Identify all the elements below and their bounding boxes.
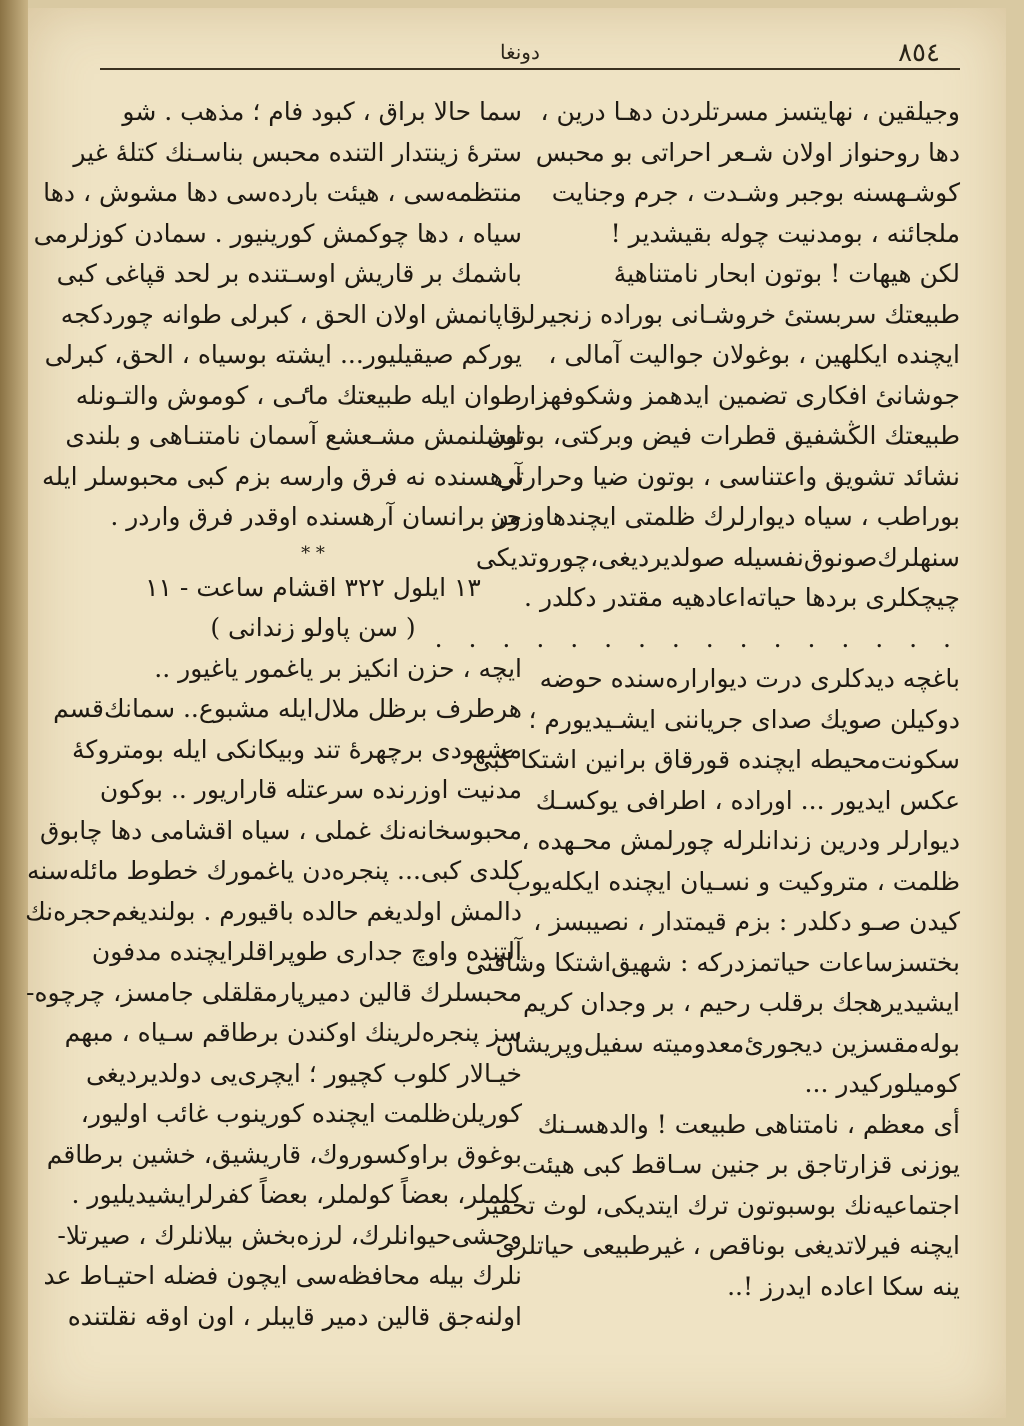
text-line: وحشی‌حیوانلرك، لرزه‌بخش بیلانلرك ، صیرتلا- [57,1220,522,1250]
text-line: مدنیت اوزرنده سرعتله قاراریور .. بوکون [99,775,522,804]
text-line: سیاه ، دها چوکمش کورینیور . سمادن کوزلرمی [33,218,522,248]
right-text-column [434,92,960,1307]
text-line: مشهودی برچهرهٔ تند وبیکانکی ایله بومتروکهٔ [72,734,522,764]
text-line: طبیعتك سربستیٔ خروشـانی بوراده زنجیرلر [514,299,960,329]
page-edge-shadow [0,0,28,1426]
text-line: خیـالار کلوب کچیور ؛ ایچری‌یی دولدیردیغی [85,1058,522,1088]
section-asterisks: * * [301,542,325,564]
page-header [90,36,970,76]
text-line: طبیعتك الڭشفیق قطرات فیض وبرکتی، بوتون [486,421,960,450]
paragraph [25,649,522,1338]
text-line: کلدی کبی... پنجره‌دن یاغمورك خطوط مائله‌سنه [27,856,522,885]
paragraph [478,1105,960,1308]
text-line: کوریلن‌ظلمت ایچنده کورینوب غائب اولیور، [80,1099,522,1128]
text-line: هرطرف برظل ملال‌ایله مشبوع.. سمانك‌قسم [53,694,522,723]
text-line: ظلمت ، متروکیت و نسـیان ایچنده ایکله‌یوب [507,866,960,896]
text-line: یوزنی قزارتاجق بر جنین سـاقط کبی هیئت [521,1150,960,1179]
text-line: سنهلرك‌صونوق‌نفسیله صولدیردیغی،چوروتدیکی [475,542,960,572]
text-line: منتظمه‌سی ، هیئت بارده‌سی دها مشوش ، دها [43,178,522,207]
text-line: حر برانسان آرهسنده اوقدر فرق واردر . [110,502,522,531]
text-line: باغچه دیدکلری درت دیواراره‌سنده حوضه [539,664,960,693]
text-line: جوشانیٔ افکاری تضمین ایدهمز وشکوفهزار [517,380,960,410]
page-number: ٨٥٤ [898,38,940,68]
text-line: اجتماعیه‌نك بوسبوتون ترك ایتدیکی، لوث تحقیر [478,1190,960,1220]
text-line: ایچه ، حزن انکیز بر یاغمور یاغیور .. [154,653,522,683]
paragraph [465,659,960,1105]
paragraph [434,619,960,660]
text-line: بوغوق براوکسوروك، قاریشیق، خشین برطاقم [46,1139,522,1169]
text-line: ایچنده ایکلهین ، بوغولان جوالیت آمالی ، [548,340,960,369]
text-line: بوراطب ، سیاه دیوارلرك ظلمتی ایچندهاوزون [490,502,960,531]
text-line: اولنه‌جق قالین دمیر قایبلر ، اون اوقه نقلتنده [67,1301,522,1331]
paragraph [535,92,960,254]
paragraph [475,254,960,619]
entry-date-line: ١٣ ایلول ٣٢٢ اقشام ساعت - ١١ [145,572,481,602]
text-line: سما حالا براق ، کبود فام ؛ مذهب . شو [122,97,522,126]
text-line: وجیلقین ، نهایتسز مسرتلردن دهـا درین ، [540,97,960,126]
text-line: طوان ایله طبیعتك ماٸی ، کوموش والتـونله [75,380,522,410]
text-line: دها روحنواز اولان شـعر احراتی بو محبس [535,137,960,167]
text-line: کومیلورکیدر ... [804,1069,960,1098]
header-rule [100,68,960,70]
text-line: نشائد تشویق واعتناسی ، بوتون ضیا وحرارتی [496,461,960,491]
text-line: دوکیلن صویك صدای جریاننی ایشـیدیورم ؛ [528,704,960,734]
text-line: دیوارلر ودرین زندانلرله چورلمش محـهده ، [521,826,960,855]
text-line: قاپانمش اولان الحق ، کبرلی طوانه چوردکجه [60,299,522,329]
text-line: بوله‌مقسزین دیجوری‌ٔمعدومیته سفیل‌وپریشان [495,1028,960,1058]
entry-subtitle: ( سن پاولو زندانی ) [210,613,416,642]
text-line: محبسلرك قالین دمیرپارمقلقلی جامسز، چرچوه- [26,977,522,1007]
text-line: ینه سکا اعاده ایدرز !.. [727,1271,960,1301]
text-line: کیدن صـو دکلدر : بزم قیمتدار ، نصیبسز ، [533,907,960,936]
text-line: چیچکلری بردها حیاته‌اعادهیه مقتدر دکلدر . [524,583,960,612]
text-line: یورکم صیقیلیور... ایشته بوسیاه ، الحق، کبرلی [44,340,522,369]
text-line: ایشلنمش مشـعشع آسمان نامتنـاهی و بلندی [65,421,522,450]
text-line: لکن هیهات ! بوتون ابحار نامتناهیهٔ [613,259,960,288]
text-line: کلملر، بعضاً کولملر، بعضاً کفرلرایشیدیلیور . [71,1180,522,1209]
text-line: سترهٔ زینتدار التنده محبس بناسـنك کتلهٔ غیر [73,137,522,167]
text-line: باشمك بر قاریش اوسـتنده بر لحد قپاغی کبی [56,259,522,288]
text-line: دالمش اولدیغم حالده باقیورم . بولندیغم‌حجره‌نك [25,896,522,926]
text-line: ملجائنه ، بومدنیت چوله بقیشدیر ! [610,218,960,248]
paragraph [33,92,522,538]
text-line: آرهسنده نه فرق وارسه بزم کبی محبوسلر ایله [42,461,522,491]
text-line: عکس ایدیور ... اوراده ، اطرافی یوکسـك [535,785,960,815]
ellipsis-separator: . . . . . . . . . . . . . . . . [434,623,960,653]
text-line: بختسزساعات حیاتمزدرکه : شهیق‌اشتکا و‌شاقنی [465,947,960,977]
text-line: کوشـهسنه بوجبر وشـدت ، جرم وجنایت [551,178,960,207]
text-line: آلتنده واوچ جداری طوپراقلرایچنده مدفون [91,937,522,966]
running-title: دونغا [500,40,540,64]
text-line: سز پنجره‌لرینك اوکندن برطاقم سـیاه ، مبهم [64,1018,522,1047]
text-line: ایشیدیرهجك برقلب رحیم ، بر وجدان کریم [523,988,960,1017]
text-line: محبوسخانه‌نك غملی ، سیاه اقشامی دها چابوق [40,815,522,845]
text-line: ایچنه فیرلاتدیغی بوناقص ، غیرطبیعی حیاتلری [495,1231,960,1260]
text-line: أی معظم ، نامتناهی طبیعت ! والدهسـنك [537,1109,960,1139]
text-line: سکونت‌محیطه ایچنده قورقاق برانین اشتکا کبی [472,745,960,774]
left-text-column [25,92,522,1337]
text-line: نلرك بیله محافظه‌سی ایچون فضله احتیـاط عد [43,1261,522,1290]
